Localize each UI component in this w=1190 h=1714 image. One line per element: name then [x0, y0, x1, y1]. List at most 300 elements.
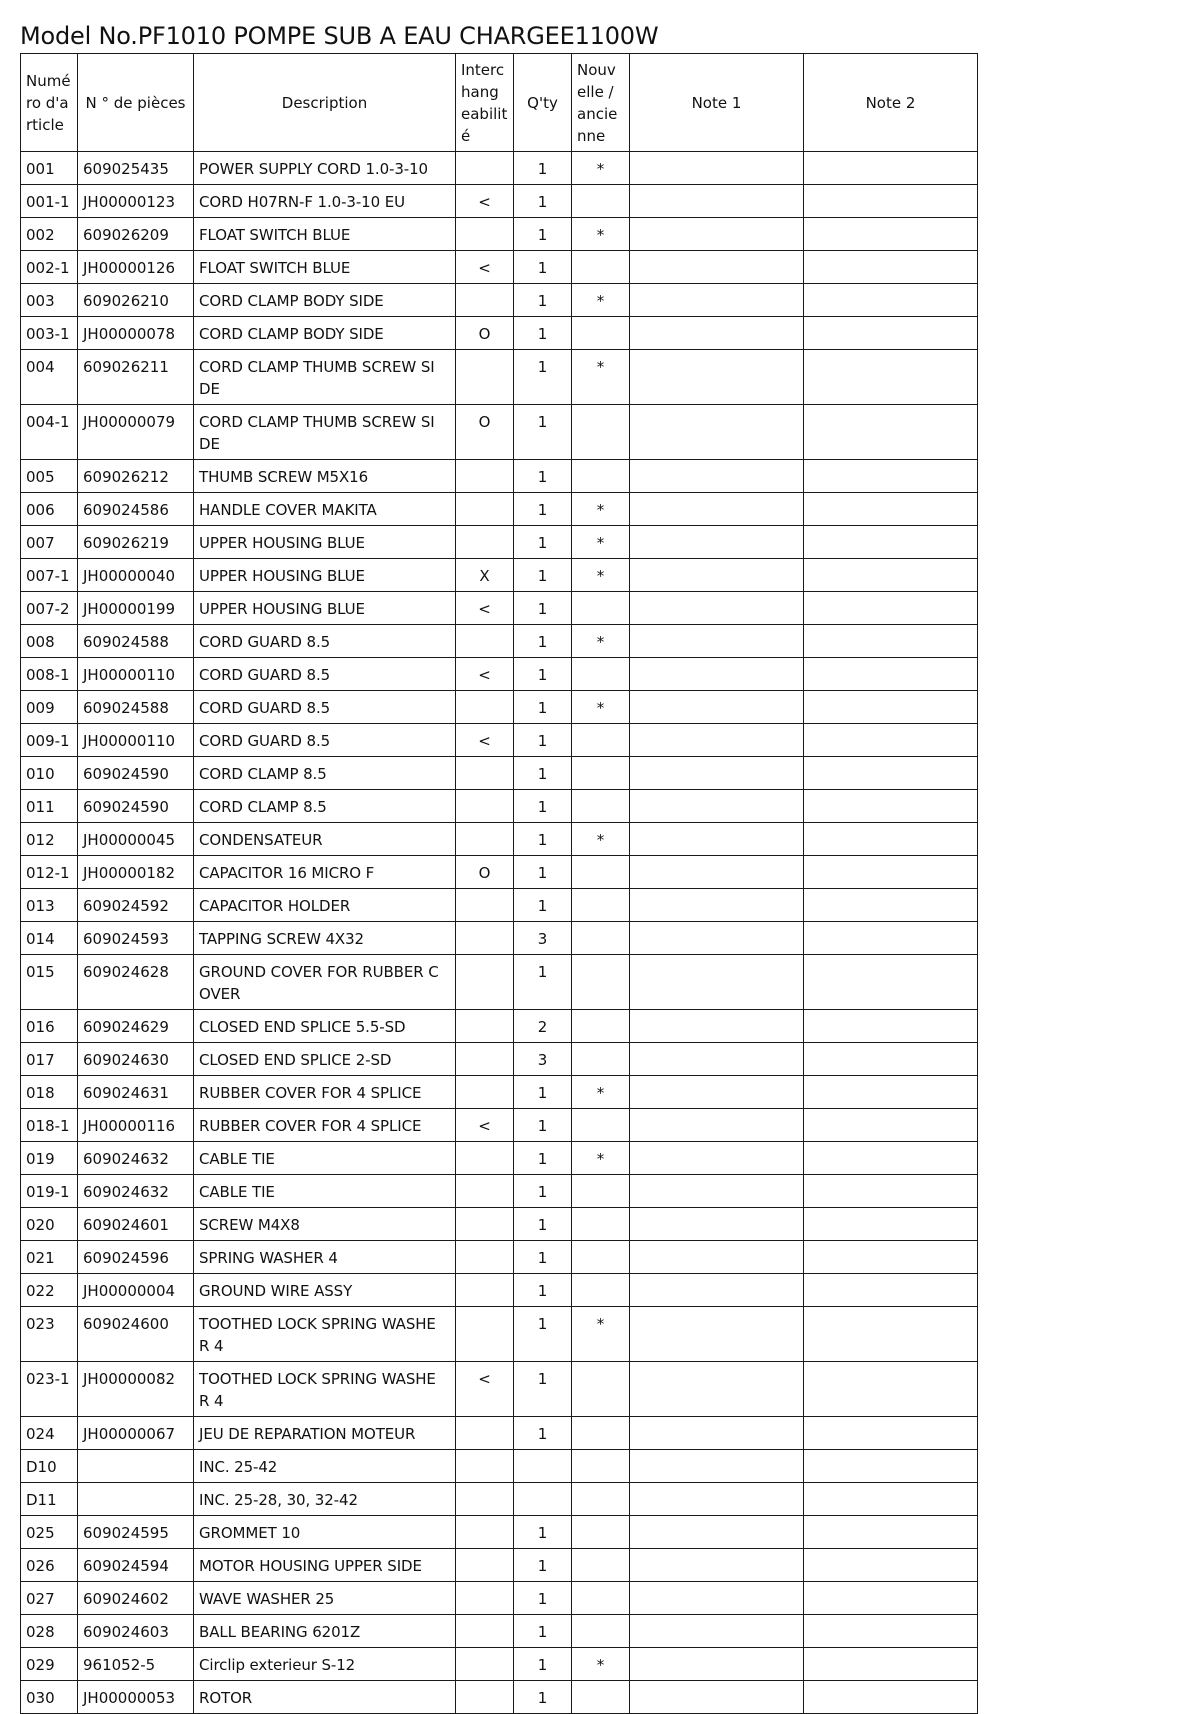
- cell-item-number: 029: [21, 1648, 78, 1681]
- cell-quantity: [514, 1450, 572, 1483]
- cell-part-number: 609024596: [78, 1241, 194, 1274]
- cell-description: INC. 25-42: [194, 1450, 456, 1483]
- cell-item-number: 001-1: [21, 185, 78, 218]
- cell-interchangeability: [456, 1582, 514, 1615]
- cell-description: CABLE TIE: [194, 1175, 456, 1208]
- cell-item-number: D11: [21, 1483, 78, 1516]
- cell-note-1: [630, 724, 804, 757]
- cell-part-number: JH00000123: [78, 185, 194, 218]
- cell-description: CORD GUARD 8.5: [194, 691, 456, 724]
- cell-note-1: [630, 1043, 804, 1076]
- cell-note-2: [804, 1417, 978, 1450]
- cell-note-1: [630, 1582, 804, 1615]
- cell-interchangeability: [456, 526, 514, 559]
- cell-interchangeability: [456, 152, 514, 185]
- cell-new-old: [572, 724, 630, 757]
- cell-note-2: [804, 1043, 978, 1076]
- cell-description: CORD GUARD 8.5: [194, 724, 456, 757]
- cell-part-number: [78, 1483, 194, 1516]
- cell-interchangeability: <: [456, 592, 514, 625]
- cell-note-2: [804, 724, 978, 757]
- cell-note-1: [630, 592, 804, 625]
- cell-item-number: 002: [21, 218, 78, 251]
- cell-quantity: 1: [514, 1076, 572, 1109]
- cell-part-number: 609024593: [78, 922, 194, 955]
- cell-new-old: [572, 317, 630, 350]
- cell-new-old: [572, 1274, 630, 1307]
- table-row: [21, 1362, 978, 1417]
- cell-quantity: 1: [514, 1307, 572, 1362]
- table-row: [21, 1076, 978, 1109]
- cell-item-number: 001: [21, 152, 78, 185]
- cell-description: THUMB SCREW M5X16: [194, 460, 456, 493]
- header-quantity: Q'ty: [514, 54, 572, 152]
- table-row: [21, 559, 978, 592]
- cell-note-1: [630, 856, 804, 889]
- table-row: [21, 1417, 978, 1450]
- cell-description: MOTOR HOUSING UPPER SIDE: [194, 1549, 456, 1582]
- cell-new-old: *: [572, 1142, 630, 1175]
- cell-part-number: JH00000110: [78, 658, 194, 691]
- cell-interchangeability: [456, 1241, 514, 1274]
- cell-quantity: 1: [514, 955, 572, 1010]
- cell-description: GROMMET 10: [194, 1516, 456, 1549]
- cell-new-old: [572, 1483, 630, 1516]
- table-row: [21, 790, 978, 823]
- table-row: [21, 218, 978, 251]
- cell-interchangeability: [456, 1681, 514, 1714]
- cell-new-old: *: [572, 625, 630, 658]
- cell-note-1: [630, 559, 804, 592]
- cell-item-number: 020: [21, 1208, 78, 1241]
- cell-quantity: 1: [514, 526, 572, 559]
- cell-part-number: 609024603: [78, 1615, 194, 1648]
- cell-new-old: [572, 1450, 630, 1483]
- cell-quantity: 1: [514, 1516, 572, 1549]
- cell-part-number: 609024602: [78, 1582, 194, 1615]
- cell-new-old: *: [572, 691, 630, 724]
- cell-note-2: [804, 1274, 978, 1307]
- cell-new-old: [572, 460, 630, 493]
- cell-note-1: [630, 1076, 804, 1109]
- cell-quantity: 1: [514, 1142, 572, 1175]
- cell-description: CORD CLAMP BODY SIDE: [194, 284, 456, 317]
- table-row: [21, 1109, 978, 1142]
- cell-description: SPRING WASHER 4: [194, 1241, 456, 1274]
- cell-new-old: [572, 1582, 630, 1615]
- cell-item-number: 017: [21, 1043, 78, 1076]
- cell-note-1: [630, 1549, 804, 1582]
- cell-note-1: [630, 790, 804, 823]
- cell-interchangeability: [456, 1417, 514, 1450]
- cell-interchangeability: [456, 1483, 514, 1516]
- cell-note-1: [630, 1615, 804, 1648]
- cell-interchangeability: [456, 1648, 514, 1681]
- header-new-old: Nouv elle / ancie nne: [572, 54, 630, 152]
- cell-new-old: [572, 185, 630, 218]
- cell-note-1: [630, 460, 804, 493]
- cell-part-number: 609025435: [78, 152, 194, 185]
- cell-quantity: 1: [514, 251, 572, 284]
- cell-item-number: 010: [21, 757, 78, 790]
- cell-quantity: 1: [514, 1274, 572, 1307]
- cell-new-old: [572, 405, 630, 460]
- cell-description: Circlip exterieur S-12: [194, 1648, 456, 1681]
- cell-interchangeability: [456, 889, 514, 922]
- cell-part-number: JH00000082: [78, 1362, 194, 1417]
- cell-note-2: [804, 1142, 978, 1175]
- table-row: [21, 724, 978, 757]
- cell-note-1: [630, 1516, 804, 1549]
- cell-part-number: JH00000199: [78, 592, 194, 625]
- cell-note-2: [804, 460, 978, 493]
- table-row: [21, 350, 978, 405]
- cell-new-old: [572, 1109, 630, 1142]
- cell-description: HANDLE COVER MAKITA: [194, 493, 456, 526]
- cell-part-number: JH00000078: [78, 317, 194, 350]
- cell-interchangeability: [456, 1142, 514, 1175]
- cell-part-number: 609024590: [78, 757, 194, 790]
- cell-interchangeability: [456, 922, 514, 955]
- cell-new-old: [572, 1043, 630, 1076]
- cell-part-number: 609024595: [78, 1516, 194, 1549]
- cell-quantity: 1: [514, 218, 572, 251]
- cell-part-number: 609026211: [78, 350, 194, 405]
- cell-item-number: 009: [21, 691, 78, 724]
- cell-interchangeability: [456, 460, 514, 493]
- cell-item-number: 026: [21, 1549, 78, 1582]
- cell-part-number: JH00000110: [78, 724, 194, 757]
- cell-new-old: *: [572, 526, 630, 559]
- table-row: [21, 251, 978, 284]
- cell-quantity: 1: [514, 691, 572, 724]
- table-row: [21, 1010, 978, 1043]
- cell-interchangeability: [456, 691, 514, 724]
- cell-item-number: 018: [21, 1076, 78, 1109]
- header-item-number: Numé ro d'a rticle: [21, 54, 78, 152]
- cell-note-1: [630, 691, 804, 724]
- cell-part-number: JH00000116: [78, 1109, 194, 1142]
- table-row: [21, 856, 978, 889]
- cell-quantity: 1: [514, 1417, 572, 1450]
- cell-new-old: *: [572, 1076, 630, 1109]
- table-row: [21, 284, 978, 317]
- parts-table: [20, 53, 978, 1714]
- cell-new-old: [572, 1241, 630, 1274]
- cell-quantity: 1: [514, 317, 572, 350]
- cell-note-2: [804, 559, 978, 592]
- cell-item-number: 014: [21, 922, 78, 955]
- cell-quantity: 1: [514, 592, 572, 625]
- cell-interchangeability: [456, 1516, 514, 1549]
- cell-part-number: 609024594: [78, 1549, 194, 1582]
- cell-part-number: 609024588: [78, 691, 194, 724]
- cell-quantity: 1: [514, 1208, 572, 1241]
- cell-quantity: 1: [514, 1582, 572, 1615]
- cell-quantity: 3: [514, 1043, 572, 1076]
- cell-item-number: 004: [21, 350, 78, 405]
- cell-quantity: 1: [514, 658, 572, 691]
- cell-interchangeability: [456, 493, 514, 526]
- cell-note-2: [804, 856, 978, 889]
- cell-quantity: 3: [514, 922, 572, 955]
- cell-item-number: 023-1: [21, 1362, 78, 1417]
- cell-item-number: 004-1: [21, 405, 78, 460]
- cell-note-2: [804, 1615, 978, 1648]
- cell-item-number: 005: [21, 460, 78, 493]
- cell-part-number: JH00000053: [78, 1681, 194, 1714]
- table-row: [21, 152, 978, 185]
- cell-item-number: 012: [21, 823, 78, 856]
- cell-note-2: [804, 1648, 978, 1681]
- cell-note-2: [804, 1307, 978, 1362]
- cell-note-2: [804, 757, 978, 790]
- cell-note-2: [804, 1450, 978, 1483]
- cell-note-1: [630, 1681, 804, 1714]
- cell-description: CAPACITOR 16 MICRO F: [194, 856, 456, 889]
- cell-note-2: [804, 1483, 978, 1516]
- table-row: [21, 1450, 978, 1483]
- cell-new-old: [572, 1362, 630, 1417]
- cell-interchangeability: <: [456, 658, 514, 691]
- cell-interchangeability: [456, 1076, 514, 1109]
- cell-interchangeability: <: [456, 724, 514, 757]
- table-row: [21, 1043, 978, 1076]
- cell-description: TAPPING SCREW 4X32: [194, 922, 456, 955]
- cell-note-2: [804, 1241, 978, 1274]
- cell-note-1: [630, 1274, 804, 1307]
- cell-interchangeability: <: [456, 251, 514, 284]
- cell-interchangeability: [456, 790, 514, 823]
- cell-interchangeability: O: [456, 405, 514, 460]
- table-row: [21, 1681, 978, 1714]
- cell-part-number: 609024588: [78, 625, 194, 658]
- cell-new-old: [572, 1549, 630, 1582]
- cell-new-old: *: [572, 152, 630, 185]
- cell-quantity: 1: [514, 757, 572, 790]
- cell-part-number: JH00000045: [78, 823, 194, 856]
- cell-description: POWER SUPPLY CORD 1.0-3-10: [194, 152, 456, 185]
- cell-item-number: 028: [21, 1615, 78, 1648]
- cell-interchangeability: [456, 1175, 514, 1208]
- cell-interchangeability: [456, 1010, 514, 1043]
- cell-note-1: [630, 1208, 804, 1241]
- cell-description: CONDENSATEUR: [194, 823, 456, 856]
- cell-new-old: *: [572, 350, 630, 405]
- table-row: [21, 405, 978, 460]
- table-row: [21, 1582, 978, 1615]
- cell-description: WAVE WASHER 25: [194, 1582, 456, 1615]
- cell-new-old: [572, 1417, 630, 1450]
- cell-part-number: 609024629: [78, 1010, 194, 1043]
- cell-note-1: [630, 1010, 804, 1043]
- cell-note-2: [804, 1175, 978, 1208]
- cell-note-2: [804, 1582, 978, 1615]
- cell-item-number: 006: [21, 493, 78, 526]
- header-note-2: Note 2: [804, 54, 978, 152]
- table-row: [21, 889, 978, 922]
- table-row: [21, 1208, 978, 1241]
- cell-interchangeability: <: [456, 1109, 514, 1142]
- cell-description: TOOTHED LOCK SPRING WASHE R 4: [194, 1307, 456, 1362]
- cell-part-number: 609024592: [78, 889, 194, 922]
- table-row: [21, 1241, 978, 1274]
- cell-new-old: [572, 790, 630, 823]
- cell-description: UPPER HOUSING BLUE: [194, 559, 456, 592]
- cell-quantity: [514, 1483, 572, 1516]
- cell-note-1: [630, 317, 804, 350]
- cell-note-1: [630, 152, 804, 185]
- cell-part-number: JH00000004: [78, 1274, 194, 1307]
- cell-new-old: [572, 1175, 630, 1208]
- cell-quantity: 2: [514, 1010, 572, 1043]
- cell-part-number: 609024632: [78, 1142, 194, 1175]
- table-header-row: [21, 54, 978, 152]
- cell-note-2: [804, 284, 978, 317]
- cell-part-number: 609026209: [78, 218, 194, 251]
- cell-interchangeability: X: [456, 559, 514, 592]
- cell-new-old: [572, 1208, 630, 1241]
- cell-description: CORD GUARD 8.5: [194, 658, 456, 691]
- table-row: [21, 592, 978, 625]
- cell-new-old: [572, 856, 630, 889]
- header-description: Description: [194, 54, 456, 152]
- cell-note-1: [630, 218, 804, 251]
- table-row: [21, 691, 978, 724]
- cell-interchangeability: <: [456, 185, 514, 218]
- cell-note-1: [630, 526, 804, 559]
- cell-interchangeability: [456, 1043, 514, 1076]
- cell-note-1: [630, 889, 804, 922]
- cell-description: CORD CLAMP THUMB SCREW SI DE: [194, 405, 456, 460]
- cell-part-number: [78, 1450, 194, 1483]
- cell-part-number: 609026212: [78, 460, 194, 493]
- cell-part-number: 609024630: [78, 1043, 194, 1076]
- cell-quantity: 1: [514, 460, 572, 493]
- cell-item-number: 013: [21, 889, 78, 922]
- cell-note-2: [804, 350, 978, 405]
- cell-part-number: 609024632: [78, 1175, 194, 1208]
- cell-description: CABLE TIE: [194, 1142, 456, 1175]
- cell-item-number: 008: [21, 625, 78, 658]
- cell-note-1: [630, 1307, 804, 1362]
- cell-quantity: 1: [514, 1175, 572, 1208]
- table-row: [21, 955, 978, 1010]
- cell-description: CAPACITOR HOLDER: [194, 889, 456, 922]
- cell-part-number: 609024601: [78, 1208, 194, 1241]
- cell-item-number: 024: [21, 1417, 78, 1450]
- cell-new-old: *: [572, 218, 630, 251]
- cell-quantity: 1: [514, 559, 572, 592]
- cell-part-number: 609024628: [78, 955, 194, 1010]
- cell-description: FLOAT SWITCH BLUE: [194, 218, 456, 251]
- cell-note-2: [804, 493, 978, 526]
- cell-interchangeability: [456, 955, 514, 1010]
- cell-description: CORD CLAMP 8.5: [194, 757, 456, 790]
- cell-note-1: [630, 625, 804, 658]
- cell-note-1: [630, 1175, 804, 1208]
- cell-quantity: 1: [514, 152, 572, 185]
- cell-note-2: [804, 405, 978, 460]
- cell-description: CLOSED END SPLICE 5.5-SD: [194, 1010, 456, 1043]
- cell-description: CLOSED END SPLICE 2-SD: [194, 1043, 456, 1076]
- cell-part-number: JH00000079: [78, 405, 194, 460]
- cell-note-1: [630, 350, 804, 405]
- cell-note-1: [630, 185, 804, 218]
- cell-note-2: [804, 955, 978, 1010]
- cell-note-2: [804, 185, 978, 218]
- cell-new-old: [572, 658, 630, 691]
- cell-quantity: 1: [514, 1109, 572, 1142]
- cell-item-number: 025: [21, 1516, 78, 1549]
- cell-description: CORD CLAMP 8.5: [194, 790, 456, 823]
- cell-description: SCREW M4X8: [194, 1208, 456, 1241]
- cell-note-2: [804, 1076, 978, 1109]
- cell-description: GROUND COVER FOR RUBBER C OVER: [194, 955, 456, 1010]
- table-row: [21, 1516, 978, 1549]
- parts-table-body: [21, 152, 978, 1714]
- cell-note-2: [804, 251, 978, 284]
- cell-item-number: 015: [21, 955, 78, 1010]
- cell-note-2: [804, 889, 978, 922]
- cell-note-2: [804, 1549, 978, 1582]
- cell-description: CORD H07RN-F 1.0-3-10 EU: [194, 185, 456, 218]
- cell-description: INC. 25-28, 30, 32-42: [194, 1483, 456, 1516]
- cell-part-number: 609026210: [78, 284, 194, 317]
- cell-part-number: JH00000126: [78, 251, 194, 284]
- table-row: [21, 526, 978, 559]
- cell-note-1: [630, 922, 804, 955]
- cell-note-2: [804, 922, 978, 955]
- cell-note-1: [630, 1142, 804, 1175]
- cell-item-number: 003-1: [21, 317, 78, 350]
- table-row: [21, 460, 978, 493]
- table-row: [21, 1549, 978, 1582]
- table-row: [21, 1648, 978, 1681]
- cell-description: UPPER HOUSING BLUE: [194, 592, 456, 625]
- cell-description: UPPER HOUSING BLUE: [194, 526, 456, 559]
- cell-item-number: 019-1: [21, 1175, 78, 1208]
- cell-new-old: *: [572, 493, 630, 526]
- cell-note-1: [630, 823, 804, 856]
- cell-item-number: 008-1: [21, 658, 78, 691]
- cell-quantity: 1: [514, 1241, 572, 1274]
- cell-item-number: D10: [21, 1450, 78, 1483]
- cell-description: ROTOR: [194, 1681, 456, 1714]
- cell-note-2: [804, 152, 978, 185]
- cell-quantity: 1: [514, 350, 572, 405]
- cell-quantity: 1: [514, 1362, 572, 1417]
- cell-note-1: [630, 284, 804, 317]
- table-row: [21, 1483, 978, 1516]
- cell-note-2: [804, 823, 978, 856]
- cell-interchangeability: [456, 625, 514, 658]
- cell-new-old: [572, 1516, 630, 1549]
- header-part-number: N ° de pièces: [78, 54, 194, 152]
- cell-quantity: 1: [514, 889, 572, 922]
- cell-part-number: 609024586: [78, 493, 194, 526]
- cell-note-2: [804, 1109, 978, 1142]
- cell-note-2: [804, 625, 978, 658]
- cell-item-number: 007: [21, 526, 78, 559]
- cell-quantity: 1: [514, 284, 572, 317]
- cell-description: RUBBER COVER FOR 4 SPLICE: [194, 1076, 456, 1109]
- cell-note-2: [804, 691, 978, 724]
- cell-new-old: *: [572, 1307, 630, 1362]
- cell-new-old: *: [572, 1648, 630, 1681]
- cell-interchangeability: [456, 284, 514, 317]
- cell-part-number: 609024631: [78, 1076, 194, 1109]
